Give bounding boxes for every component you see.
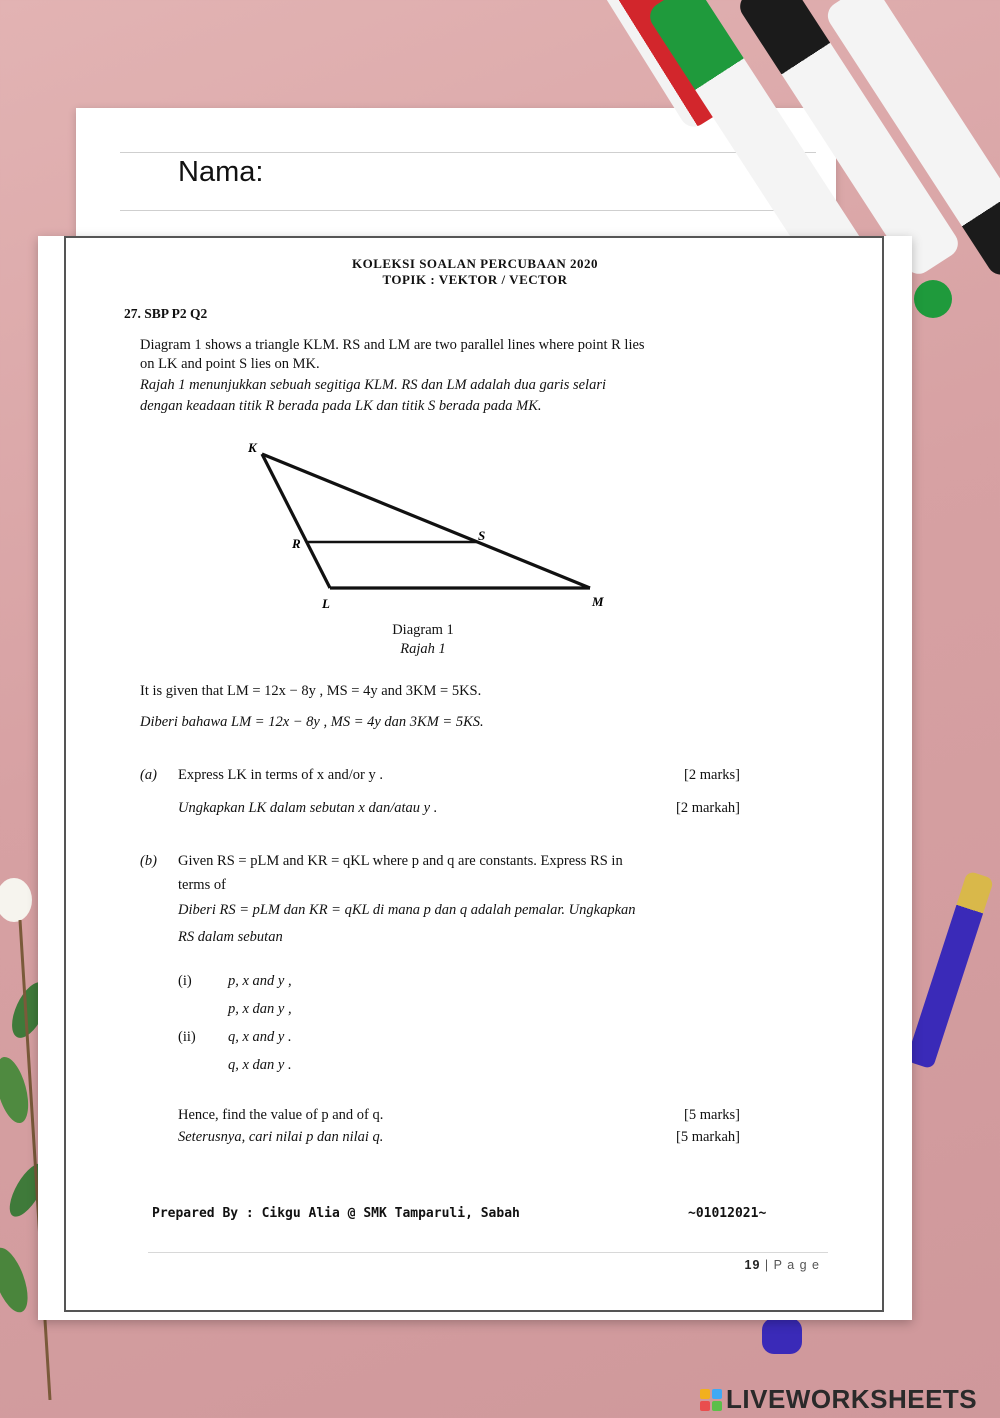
point-k-label: K [248, 440, 257, 455]
pen-cap-icon [762, 1318, 802, 1354]
part-b-i-ms: p, x dan y , [228, 1001, 292, 1017]
part-b-text-en-1: Given RS = pLM and KR = qKL where p and q are constants. Express RS in [178, 853, 623, 869]
part-b-text-ms-2: RS dalam sebutan [178, 929, 283, 945]
footer-author: Prepared By : Cikgu Alia @ SMK Tamparuli, Sabah [152, 1206, 520, 1221]
point-r-label: R [292, 536, 301, 551]
name-rule-bottom [120, 210, 816, 211]
page-number [745, 1258, 821, 1272]
part-b-text-en-2: terms of [178, 877, 226, 893]
part-a-label: (a) [140, 767, 157, 783]
diagram-caption-ms: Rajah 1 [400, 641, 446, 657]
part-b-i-en: p, x and y , [228, 973, 292, 989]
intro-ms-line1: Rajah 1 menunjukkan sebuah segitiga KLM. RS dan LM adalah dua garis selari [140, 377, 606, 393]
part-b-ii-label: (ii) [178, 1029, 196, 1045]
blue-pen-icon [906, 871, 994, 1070]
part-a-marks-en: [2 marks] [684, 767, 740, 783]
part-b-hence-en: Hence, find the value of p and of q. [178, 1107, 384, 1123]
part-b-ii-ms: q, x dan y . [228, 1057, 292, 1073]
liveworksheets-logo [700, 1384, 977, 1415]
part-b-marks-en: [5 marks] [684, 1107, 740, 1123]
side-kl [262, 454, 330, 588]
triangle-diagram [238, 436, 618, 616]
worksheet-page [38, 236, 912, 1320]
part-a-text-ms: Ungkapkan LK dalam sebutan x dan/atau y . [178, 800, 438, 816]
part-b-text-ms-1: Diberi RS = pLM dan KR = qKL di mana p dan q adalah pemalar. Ungkapkan [178, 902, 636, 918]
point-m-label: M [592, 594, 604, 609]
document-topic: TOPIK : VEKTOR / VECTOR [382, 272, 568, 287]
question-number: 27. SBP P2 Q2 [124, 306, 208, 321]
part-b-label: (b) [140, 853, 157, 869]
part-a-text-en: Express LK in terms of x and/or y . [178, 767, 383, 783]
intro-ms-line2: dengan keadaan titik R berada pada LK dan titik S berada pada MK. [140, 398, 542, 414]
footer-date: ~01012021~ [688, 1206, 767, 1221]
name-label: Nama: [178, 156, 264, 188]
point-l-label: L [322, 596, 330, 611]
logo-grid-icon [700, 1389, 722, 1411]
given-ms: Diberi bahawa LM = 12x − 8y , MS = 4y dan 3KM = 5KS. [140, 714, 484, 730]
intro-en-line2: on LK and point S lies on MK. [140, 356, 320, 372]
part-b-i-label: (i) [178, 973, 192, 989]
logo-text: LIVEWORKSHEETS [726, 1384, 978, 1414]
part-b-ii-en: q, x and y . [228, 1029, 292, 1045]
part-b-marks-ms: [5 markah] [675, 1129, 740, 1145]
footer-rule [148, 1252, 828, 1253]
green-cap-icon [914, 280, 952, 318]
document-title: KOLEKSI SOALAN PERCUBAAN 2020 [351, 256, 598, 271]
point-s-label: S [478, 528, 486, 543]
side-km [262, 454, 590, 588]
page-word: | P a g e [764, 1258, 820, 1272]
given-en: It is given that LM = 12x − 8y , MS = 4y and 3KM = 5KS. [140, 683, 482, 699]
part-a-marks-ms: [2 markah] [675, 800, 740, 816]
page-number-value: 19 [744, 1258, 761, 1272]
diagram-caption-en: Diagram 1 [392, 622, 454, 638]
part-b-hence-ms: Seterusnya, cari nilai p dan nilai q. [178, 1129, 384, 1145]
intro-en-line1: Diagram 1 shows a triangle KLM. RS and LM are two parallel lines where point R lies [140, 337, 645, 353]
name-rule-top [120, 152, 816, 153]
